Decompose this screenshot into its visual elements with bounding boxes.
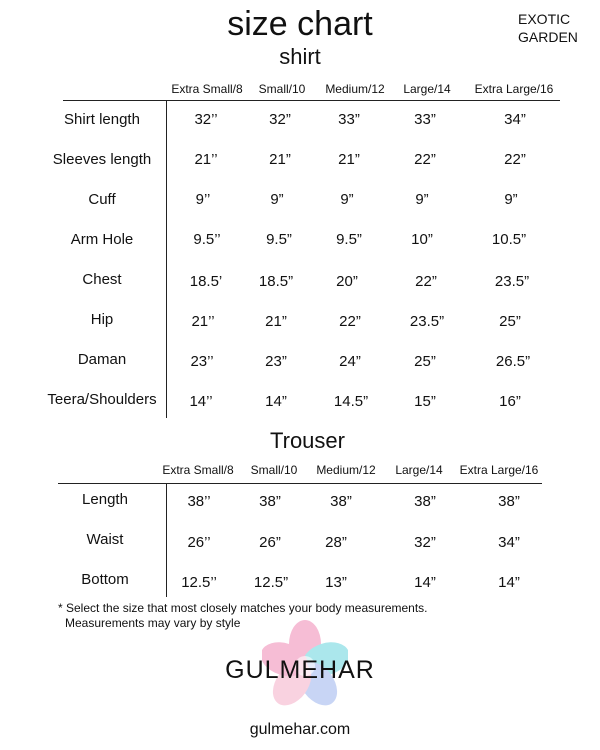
brand-tag-line-1: EXOTIC bbox=[518, 11, 571, 27]
shirt-cell: 9” bbox=[504, 191, 518, 208]
shirt-cell: 15” bbox=[414, 393, 436, 410]
trouser-size-header: Small/10 bbox=[250, 463, 298, 477]
brand-tag bbox=[518, 10, 578, 46]
shirt-cell: 22” bbox=[504, 151, 526, 168]
trouser-cell: 28” bbox=[325, 534, 347, 551]
size-note-line-1: * Select the size that most closely matches your body measurements. bbox=[58, 601, 428, 615]
shirt-table-label-divider bbox=[166, 100, 167, 418]
shirt-cell: 14” bbox=[265, 393, 287, 410]
shirt-cell: 23” bbox=[265, 353, 287, 370]
shirt-cell: 10” bbox=[411, 231, 433, 248]
shirt-cell: 22” bbox=[339, 313, 361, 330]
shirt-cell: 25” bbox=[499, 313, 521, 330]
size-note-line-2: Measurements may vary by style bbox=[65, 616, 241, 630]
shirt-row-label: Chest bbox=[82, 271, 122, 288]
shirt-cell: 18.5’ bbox=[189, 273, 223, 290]
shirt-row-label: Daman bbox=[77, 351, 127, 368]
trouser-row-label: Waist bbox=[86, 531, 124, 548]
brand-tag-line-2: GARDEN bbox=[518, 29, 578, 45]
trouser-size-header: Medium/12 bbox=[316, 463, 376, 477]
shirt-size-header: Small/10 bbox=[258, 82, 306, 96]
trouser-cell: 12.5’’ bbox=[181, 574, 217, 591]
shirt-cell: 14.5” bbox=[333, 393, 369, 410]
trouser-row-label: Length bbox=[82, 491, 128, 508]
shirt-cell: 9” bbox=[340, 191, 354, 208]
trouser-cell: 32” bbox=[414, 534, 436, 551]
trouser-cell: 14” bbox=[498, 574, 520, 591]
shirt-cell: 25” bbox=[414, 353, 436, 370]
trouser-table-label-divider bbox=[166, 483, 167, 597]
shirt-cell: 21” bbox=[265, 313, 287, 330]
trouser-cell: 34” bbox=[498, 534, 520, 551]
shirt-cell: 9’’ bbox=[195, 191, 211, 208]
shirt-row-label: Cuff bbox=[88, 191, 116, 208]
trouser-cell: 26’’ bbox=[187, 534, 211, 551]
shirt-cell: 23.5” bbox=[494, 273, 530, 290]
page-title: size chart bbox=[227, 5, 373, 43]
shirt-cell: 22” bbox=[415, 273, 437, 290]
size-note bbox=[58, 601, 428, 631]
shirt-cell: 34” bbox=[504, 111, 526, 128]
trouser-size-header: Extra Large/16 bbox=[459, 463, 539, 477]
trouser-cell: 38” bbox=[414, 493, 436, 510]
trouser-cell: 13” bbox=[325, 574, 347, 591]
shirt-cell: 33” bbox=[338, 111, 360, 128]
trouser-cell: 38” bbox=[259, 493, 281, 510]
shirt-size-header: Extra Large/16 bbox=[474, 82, 554, 96]
shirt-cell: 23’’ bbox=[190, 353, 214, 370]
trouser-cell: 14” bbox=[414, 574, 436, 591]
shirt-row-label: Sleeves length bbox=[52, 151, 152, 168]
shirt-cell: 9” bbox=[270, 191, 284, 208]
shirt-row-label: Hip bbox=[90, 311, 114, 328]
shirt-size-header: Medium/12 bbox=[325, 82, 385, 96]
shirt-cell: 9” bbox=[415, 191, 429, 208]
trouser-row-label: Bottom bbox=[81, 571, 129, 588]
shirt-cell: 22” bbox=[414, 151, 436, 168]
trouser-cell: 12.5” bbox=[253, 574, 289, 591]
shirt-cell: 32” bbox=[269, 111, 291, 128]
shirt-cell: 16” bbox=[499, 393, 521, 410]
shirt-cell: 21’’ bbox=[194, 151, 218, 168]
trouser-size-header: Extra Small/8 bbox=[162, 463, 234, 477]
shirt-row-label: Teera/Shoulders bbox=[47, 391, 157, 408]
shirt-cell: 21’’ bbox=[191, 313, 215, 330]
shirt-subtitle: shirt bbox=[279, 44, 321, 69]
trouser-cell: 38” bbox=[498, 493, 520, 510]
shirt-cell: 14’’ bbox=[189, 393, 213, 410]
website-link[interactable]: gulmehar.com bbox=[249, 721, 351, 738]
shirt-cell: 9.5” bbox=[266, 231, 292, 248]
shirt-cell: 9.5’’ bbox=[193, 231, 221, 248]
shirt-cell: 21” bbox=[338, 151, 360, 168]
trouser-cell: 38” bbox=[330, 493, 352, 510]
shirt-cell: 9.5” bbox=[336, 231, 362, 248]
shirt-cell: 33” bbox=[414, 111, 436, 128]
shirt-row-label: Shirt length bbox=[64, 111, 140, 128]
trouser-title: Trouser bbox=[270, 428, 345, 453]
shirt-size-header: Extra Small/8 bbox=[171, 82, 243, 96]
shirt-cell: 24” bbox=[339, 353, 361, 370]
shirt-size-header: Large/14 bbox=[403, 82, 451, 96]
shirt-cell: 20” bbox=[336, 273, 358, 290]
trouser-cell: 26” bbox=[259, 534, 281, 551]
shirt-cell: 21” bbox=[269, 151, 291, 168]
shirt-cell: 23.5” bbox=[409, 313, 445, 330]
trouser-size-header: Large/14 bbox=[395, 463, 443, 477]
trouser-cell: 38’’ bbox=[187, 493, 211, 510]
brand-logo-text: GULMEHAR bbox=[225, 656, 375, 684]
trouser-table-header-rule bbox=[58, 483, 542, 484]
shirt-cell: 32’’ bbox=[194, 111, 218, 128]
shirt-cell: 10.5” bbox=[491, 231, 527, 248]
shirt-cell: 18.5” bbox=[258, 273, 294, 290]
shirt-table-header-rule bbox=[63, 100, 560, 101]
shirt-row-label: Arm Hole bbox=[70, 231, 134, 248]
shirt-cell: 26.5” bbox=[495, 353, 531, 370]
